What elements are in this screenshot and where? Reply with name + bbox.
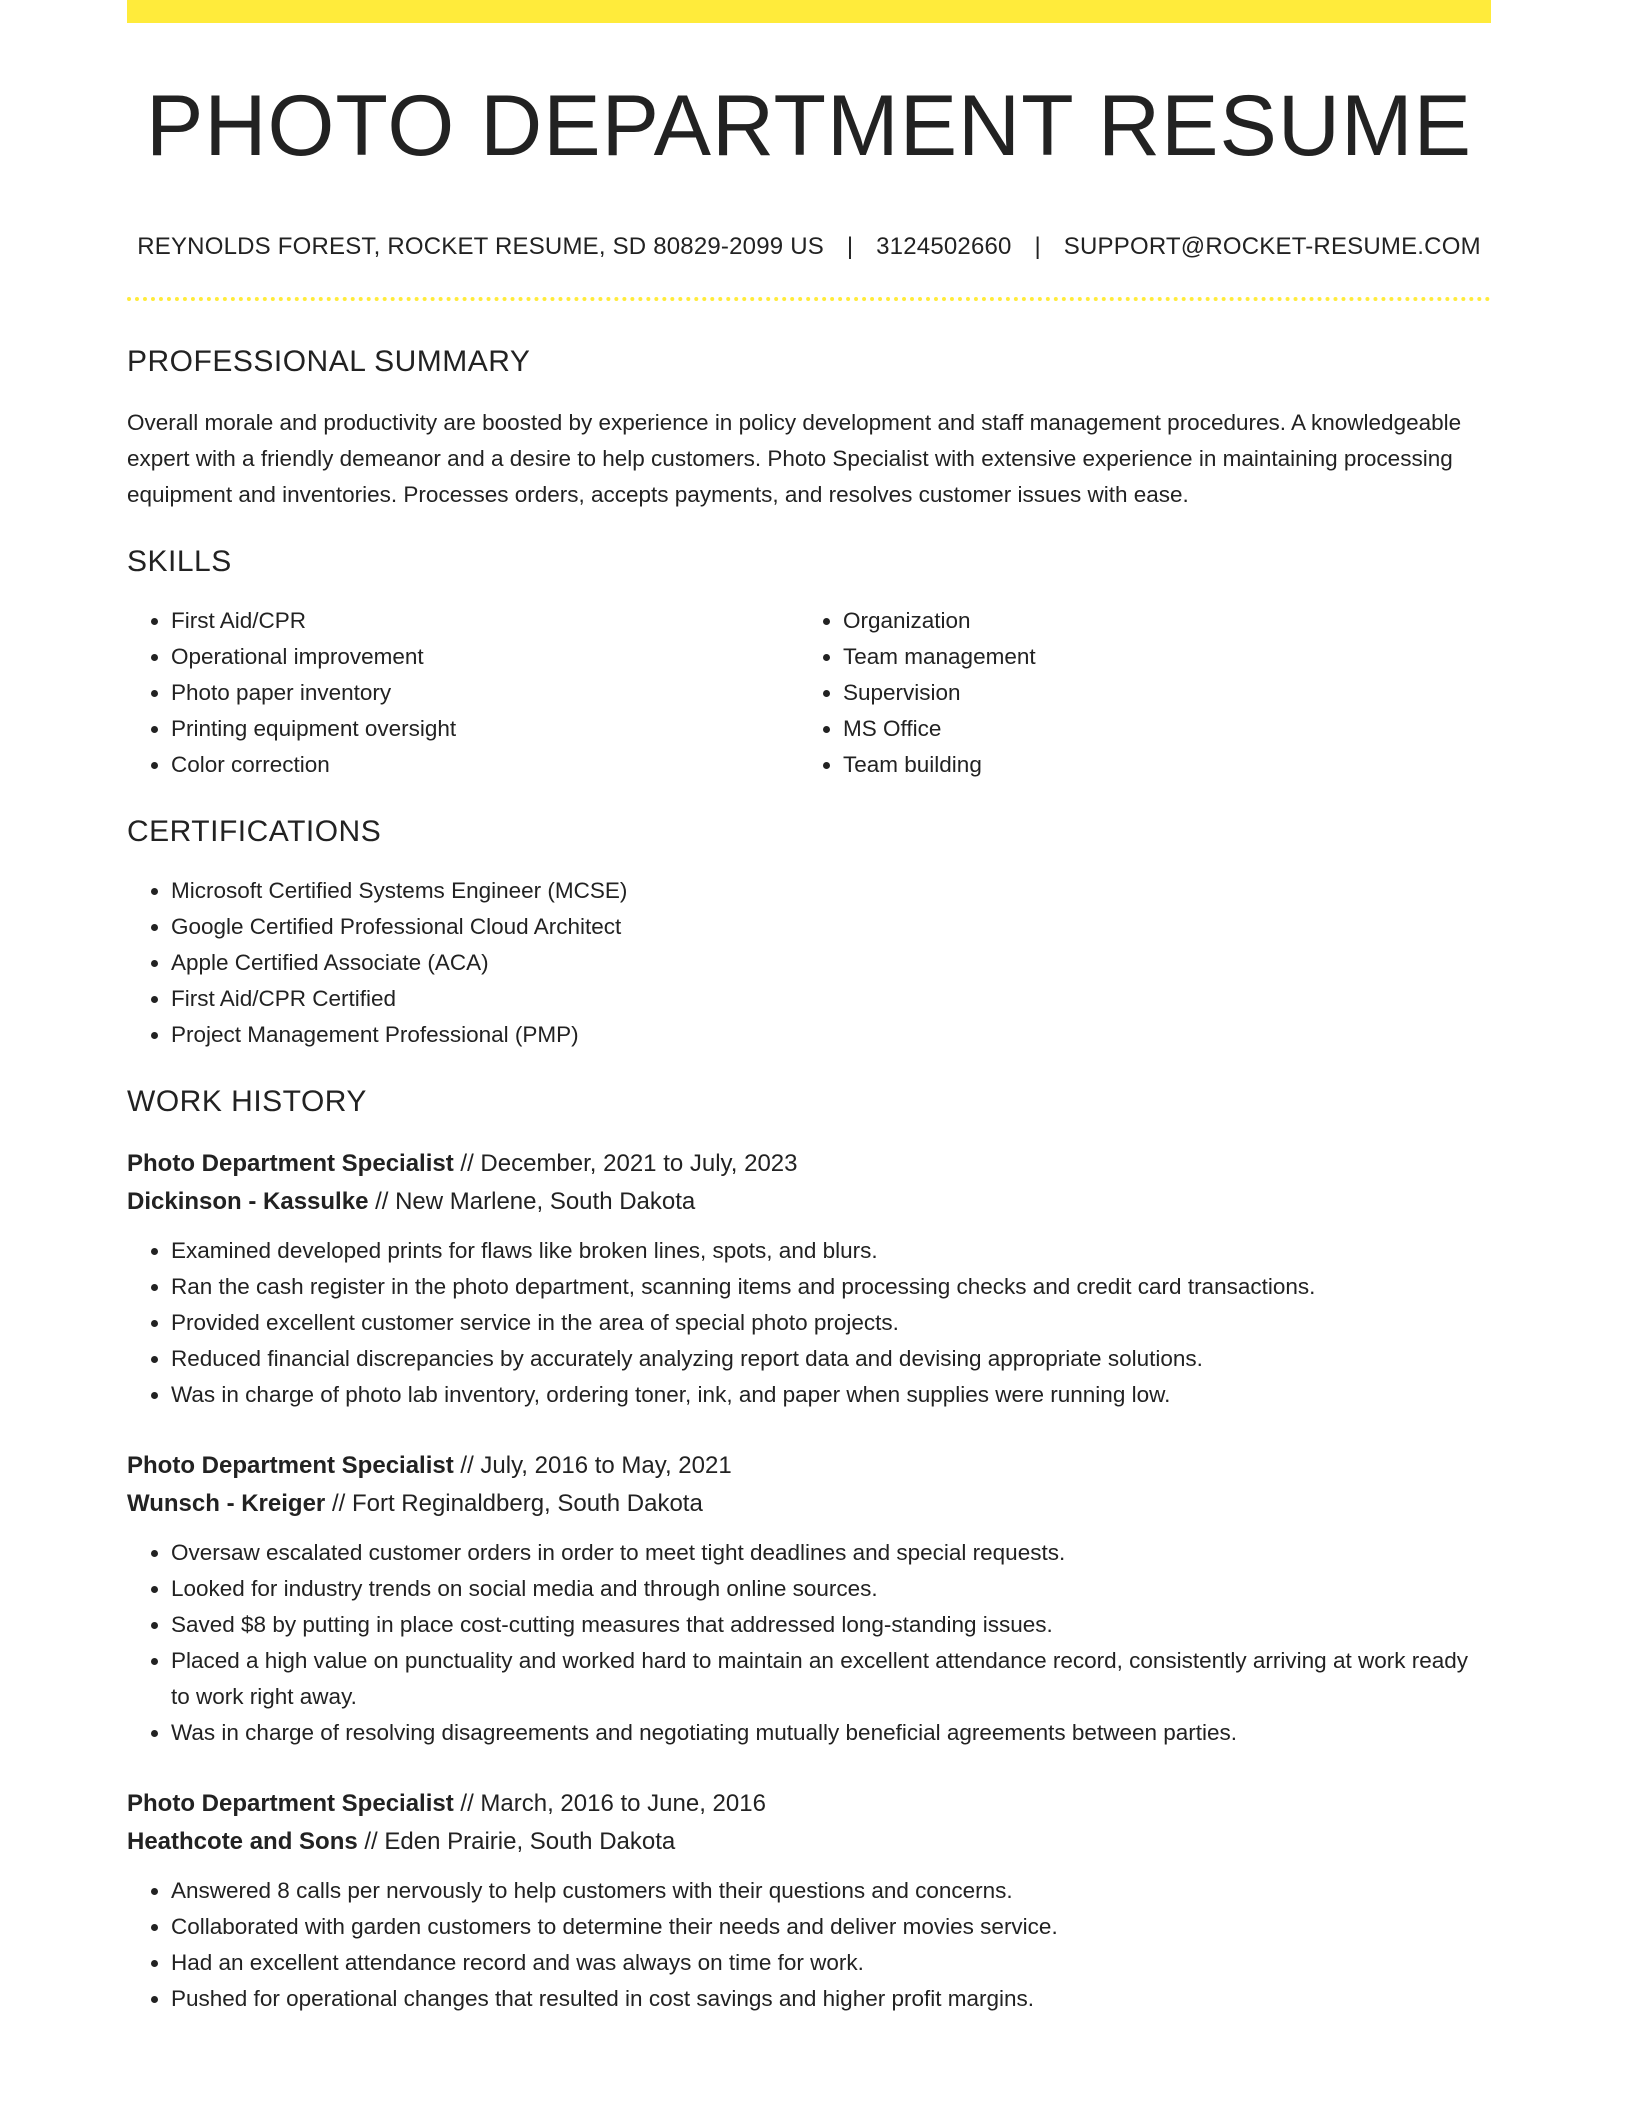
job-bullet: • Collaborated with garden customers to determine their needs and deliver movies service. <box>171 1909 1491 1945</box>
job-title-line <box>127 1785 1491 1823</box>
job-title: Photo Department Specialist <box>127 1150 454 1177</box>
job-location: // New Marlene, South Dakota <box>375 1188 696 1215</box>
job-bullet: • Placed a high value on punctuality and worked hard to maintain an excellent attendance record, consistently arriving at work ready to work right away. <box>171 1643 1491 1715</box>
job-title-line <box>127 1447 1491 1485</box>
job-dates: // December, 2021 to July, 2023 <box>460 1150 798 1177</box>
job-entry <box>127 1145 1491 1413</box>
job-company-line <box>127 1485 1491 1523</box>
job-company-line <box>127 1823 1491 1861</box>
certifications-list <box>127 873 1491 1053</box>
certification-item: • Project Management Professional (PMP) <box>171 1017 1491 1053</box>
skill-item: • Organization <box>843 603 1471 639</box>
resume-title: PHOTO DEPARTMENT RESUME <box>146 78 1472 174</box>
resume-page <box>127 0 1491 2017</box>
job-bullet: • Looked for industry trends on social media and through online sources. <box>171 1571 1491 1607</box>
dotted-divider <box>127 297 1491 301</box>
skill-item: • Supervision <box>843 675 1471 711</box>
skill-item: • Operational improvement <box>171 639 799 675</box>
job-bullet: • Answered 8 calls per nervously to help customers with their questions and concerns. <box>171 1873 1491 1909</box>
contact-phone: 3124502660 <box>876 233 1012 260</box>
skills-column-right <box>799 603 1471 783</box>
skills-heading: SKILLS <box>127 545 232 578</box>
job-company: Dickinson - Kassulke <box>127 1188 369 1215</box>
summary-heading: PROFESSIONAL SUMMARY <box>127 345 531 378</box>
job-company-line <box>127 1183 1491 1221</box>
job-entry <box>127 1785 1491 2017</box>
job-bullets <box>127 1233 1491 1413</box>
summary-text: Overall morale and productivity are boosted by experience in policy development and staff management procedures. A knowledgeable expert with a friendly demeanor and a desire to help customers. Photo Specialist with extensive experience in maintaining processing equipment and inventories. Processes orders, accepts payments, and resolves customer issues with ease. <box>127 410 1462 507</box>
job-bullet: • Reduced financial discrepancies by accurately analyzing report data and devising appropriate solutions. <box>171 1341 1491 1377</box>
certification-item: • First Aid/CPR Certified <box>171 981 1491 1017</box>
job-title: Photo Department Specialist <box>127 1452 454 1479</box>
skill-item: • Team management <box>843 639 1471 675</box>
job-bullet: • Had an excellent attendance record and was always on time for work. <box>171 1945 1491 1981</box>
job-location: // Fort Reginaldberg, South Dakota <box>331 1490 703 1517</box>
job-location: // Eden Prairie, South Dakota <box>364 1828 676 1855</box>
job-title-line <box>127 1145 1491 1183</box>
job-bullets <box>127 1873 1491 2017</box>
job-bullet: • Was in charge of photo lab inventory, ordering toner, ink, and paper when supplies were running low. <box>171 1377 1491 1413</box>
skills-list-right <box>799 603 1471 783</box>
skill-item: • MS Office <box>843 711 1471 747</box>
job-bullet: • Saved $8 by putting in place cost-cutting measures that addressed long-standing issues. <box>171 1607 1491 1643</box>
top-accent-bar <box>127 0 1491 23</box>
contact-address: REYNOLDS FOREST, ROCKET RESUME, SD 80829-2099 US <box>137 233 824 260</box>
skill-item: • Color correction <box>171 747 799 783</box>
certification-item: • Microsoft Certified Systems Engineer (MCSE) <box>171 873 1491 909</box>
skill-item: • First Aid/CPR <box>171 603 799 639</box>
skill-item: • Photo paper inventory <box>171 675 799 711</box>
job-company: Heathcote and Sons <box>127 1828 358 1855</box>
job-bullet: • Oversaw escalated customer orders in order to meet tight deadlines and special requests. <box>171 1535 1491 1571</box>
certification-item: • Apple Certified Associate (ACA) <box>171 945 1491 981</box>
work-history-heading: WORK HISTORY <box>127 1085 367 1118</box>
job-entry <box>127 1447 1491 1751</box>
job-dates: // July, 2016 to May, 2021 <box>460 1452 732 1479</box>
contact-email: SUPPORT@ROCKET-RESUME.COM <box>1063 233 1481 260</box>
skills-grid <box>127 603 1491 783</box>
skill-item: • Printing equipment oversight <box>171 711 799 747</box>
contact-line <box>127 233 1491 261</box>
job-bullets <box>127 1535 1491 1751</box>
skills-list-left <box>127 603 799 783</box>
contact-separator: | <box>846 233 854 260</box>
job-bullet: • Was in charge of resolving disagreements and negotiating mutually beneficial agreements between parties. <box>171 1715 1491 1751</box>
job-title: Photo Department Specialist <box>127 1790 454 1817</box>
job-dates: // March, 2016 to June, 2016 <box>460 1790 766 1817</box>
skills-column-left <box>127 603 799 783</box>
skill-item: • Team building <box>843 747 1471 783</box>
certification-item: • Google Certified Professional Cloud Architect <box>171 909 1491 945</box>
job-bullet: • Ran the cash register in the photo department, scanning items and processing checks and credit card transactions. <box>171 1269 1491 1305</box>
contact-separator: | <box>1034 233 1041 260</box>
certifications-heading: CERTIFICATIONS <box>127 815 382 848</box>
job-bullet: • Provided excellent customer service in the area of special photo projects. <box>171 1305 1491 1341</box>
job-bullet: • Pushed for operational changes that resulted in cost savings and higher profit margins. <box>171 1981 1491 2017</box>
job-bullet: • Examined developed prints for flaws like broken lines, spots, and blurs. <box>171 1233 1491 1269</box>
job-company: Wunsch - Kreiger <box>127 1490 326 1517</box>
